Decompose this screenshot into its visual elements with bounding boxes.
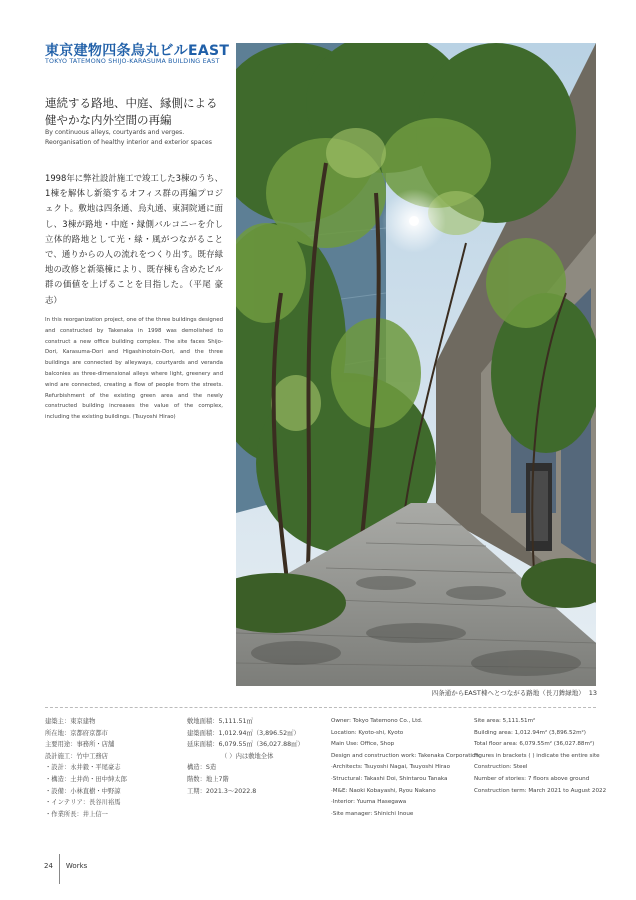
page-title: 東京建物四条烏丸ビルEAST — [45, 43, 230, 59]
credit-line-en: Design and construction work: Takenaka Corporation — [331, 752, 479, 759]
subheading-english-line: By continuous alleys, courtyards and verges. — [45, 129, 185, 136]
credit-line: ・インテリア：長谷川裕馬 — [45, 799, 121, 807]
credits-japanese — [45, 716, 180, 820]
body-text-japanese: 1998年に弊社設計施工で竣工した3棟のうち、1棟を解体し新築するオフィス群の再編プロジェクト。敷地は四条通、烏丸通、東洞院通に面し、3棟が路地・中庭・縁側バルコニーを介し立体的路地として光・緑・風がつながることで、通りからの人の流れをつくり出す。既存緑地の改修と新築棟により、既存棟も含めたビル群の価値を上げることを目指した。（平尾 豪志） — [45, 173, 223, 305]
credit-line-en: ·Structural: Takashi Doi, Shintarou Tanaka — [331, 775, 448, 782]
credit-line: ・設備：小林直樹・中野諒 — [45, 787, 121, 795]
credit-line: 設計施工：竹中工務店 — [45, 752, 108, 760]
stat-line-en: Site area: 5,111.51m² — [474, 718, 536, 724]
stat-line: 敷地面積：5,111.51㎡ — [187, 718, 253, 725]
stat-line: 構造：S造 — [187, 764, 217, 772]
subheading-line: 連続する路地、中庭、縁側による — [45, 96, 218, 110]
divider — [45, 707, 596, 708]
credit-line: ・作業所長：井上信一 — [45, 810, 108, 818]
stat-note-en: Figures in brackets ( ) indicate the entire site — [474, 752, 600, 759]
photo-caption — [432, 688, 597, 697]
credit-line-en: Owner: Tokyo Tatemono Co., Ltd. — [331, 718, 423, 724]
photo-number: 13 — [588, 689, 597, 697]
credit-line-en: Location: Kyoto-shi, Kyoto — [331, 729, 404, 736]
stats-japanese — [187, 716, 327, 797]
caption-text: 四条通からEAST棟へとつながる路地（長刀鉾緑地） — [431, 689, 585, 697]
stat-line-en: Building area: 1,012.94m² (3,896.52m²) — [474, 729, 586, 736]
footer-divider — [59, 854, 60, 884]
credits-english — [331, 716, 479, 820]
alley-photo — [236, 43, 596, 686]
subheading — [45, 95, 230, 129]
stat-note: （ ）内は敷地全体 — [221, 752, 274, 760]
stat-line-en: Construction: Steel — [474, 764, 528, 771]
stat-line-en: Construction term: March 2021 to August 2022 — [474, 787, 607, 794]
subheading-english — [45, 128, 230, 148]
stat-line-en: Number of stories: 7 floors above ground — [474, 775, 590, 782]
credit-line: 所在地：京都府京都市 — [45, 729, 108, 737]
stats-english — [474, 716, 607, 797]
stat-line-en: Total floor area: 6,079.55m² (36,027.88m²) — [474, 741, 595, 748]
stat-line: 延床面積：6,079.55㎡（36,027.88㎡） — [187, 741, 304, 749]
subheading-english-line: Reorganisation of healthy interior and exterior spaces — [45, 139, 212, 146]
credit-line: ・構造：土井尚・田中紳太郎 — [45, 775, 127, 783]
credit-line-en: ·Architects: Tsuyoshi Nagai, Tsuyoshi Hirao — [331, 764, 450, 771]
subheading-line: 健やかな内外空間の再編 — [45, 113, 172, 127]
credit-line-en: ·Interior: Yuuma Hasegawa — [331, 799, 407, 806]
page-footer — [44, 862, 87, 884]
page-title-english: TOKYO TATEMONO SHIJO-KARASUMA BUILDING EAST — [45, 58, 220, 65]
credit-line-en: ·M&E: Naoki Kobayashi, Ryou Nakano — [331, 787, 436, 794]
stat-line: 建築面積：1,012.94㎡（3,896.52㎡） — [187, 729, 300, 737]
credit-line: 主要用途：事務所・店舗 — [45, 741, 115, 749]
credit-line-en: Main Use: Office, Shop — [331, 741, 395, 748]
page-number: 24 — [44, 862, 53, 870]
section-label: Works — [65, 862, 88, 870]
body-text-english: In this reorganization project, one of the three buildings designed and constructed by Takenaka in 1998 was demolished to construct a new office building complex. The site faces Shijo-Dori, Karasuma-Dori and Higashinotoin-Dori, and the three buildings are connected by alleyways, courtyards and veranda balconies as three-dimensional alleys where light, greenery and wind are connected, creating a flow of people from the streets. Refurbishment of the existing green area and the newly constructed building increases the value of the complex, including the existing buildings. (Tsuyoshi Hirao) — [45, 317, 223, 421]
credit-line-en: ·Site manager: Shinichi Inoue — [331, 810, 414, 817]
stat-line: 階数：地上7階 — [187, 775, 229, 783]
credit-line: ・設計：永井毅・平尾豪志 — [45, 764, 121, 772]
credit-line: 建築主：東京建物 — [45, 718, 96, 725]
stat-line: 工期：2021.3〜2022.8 — [187, 787, 257, 795]
